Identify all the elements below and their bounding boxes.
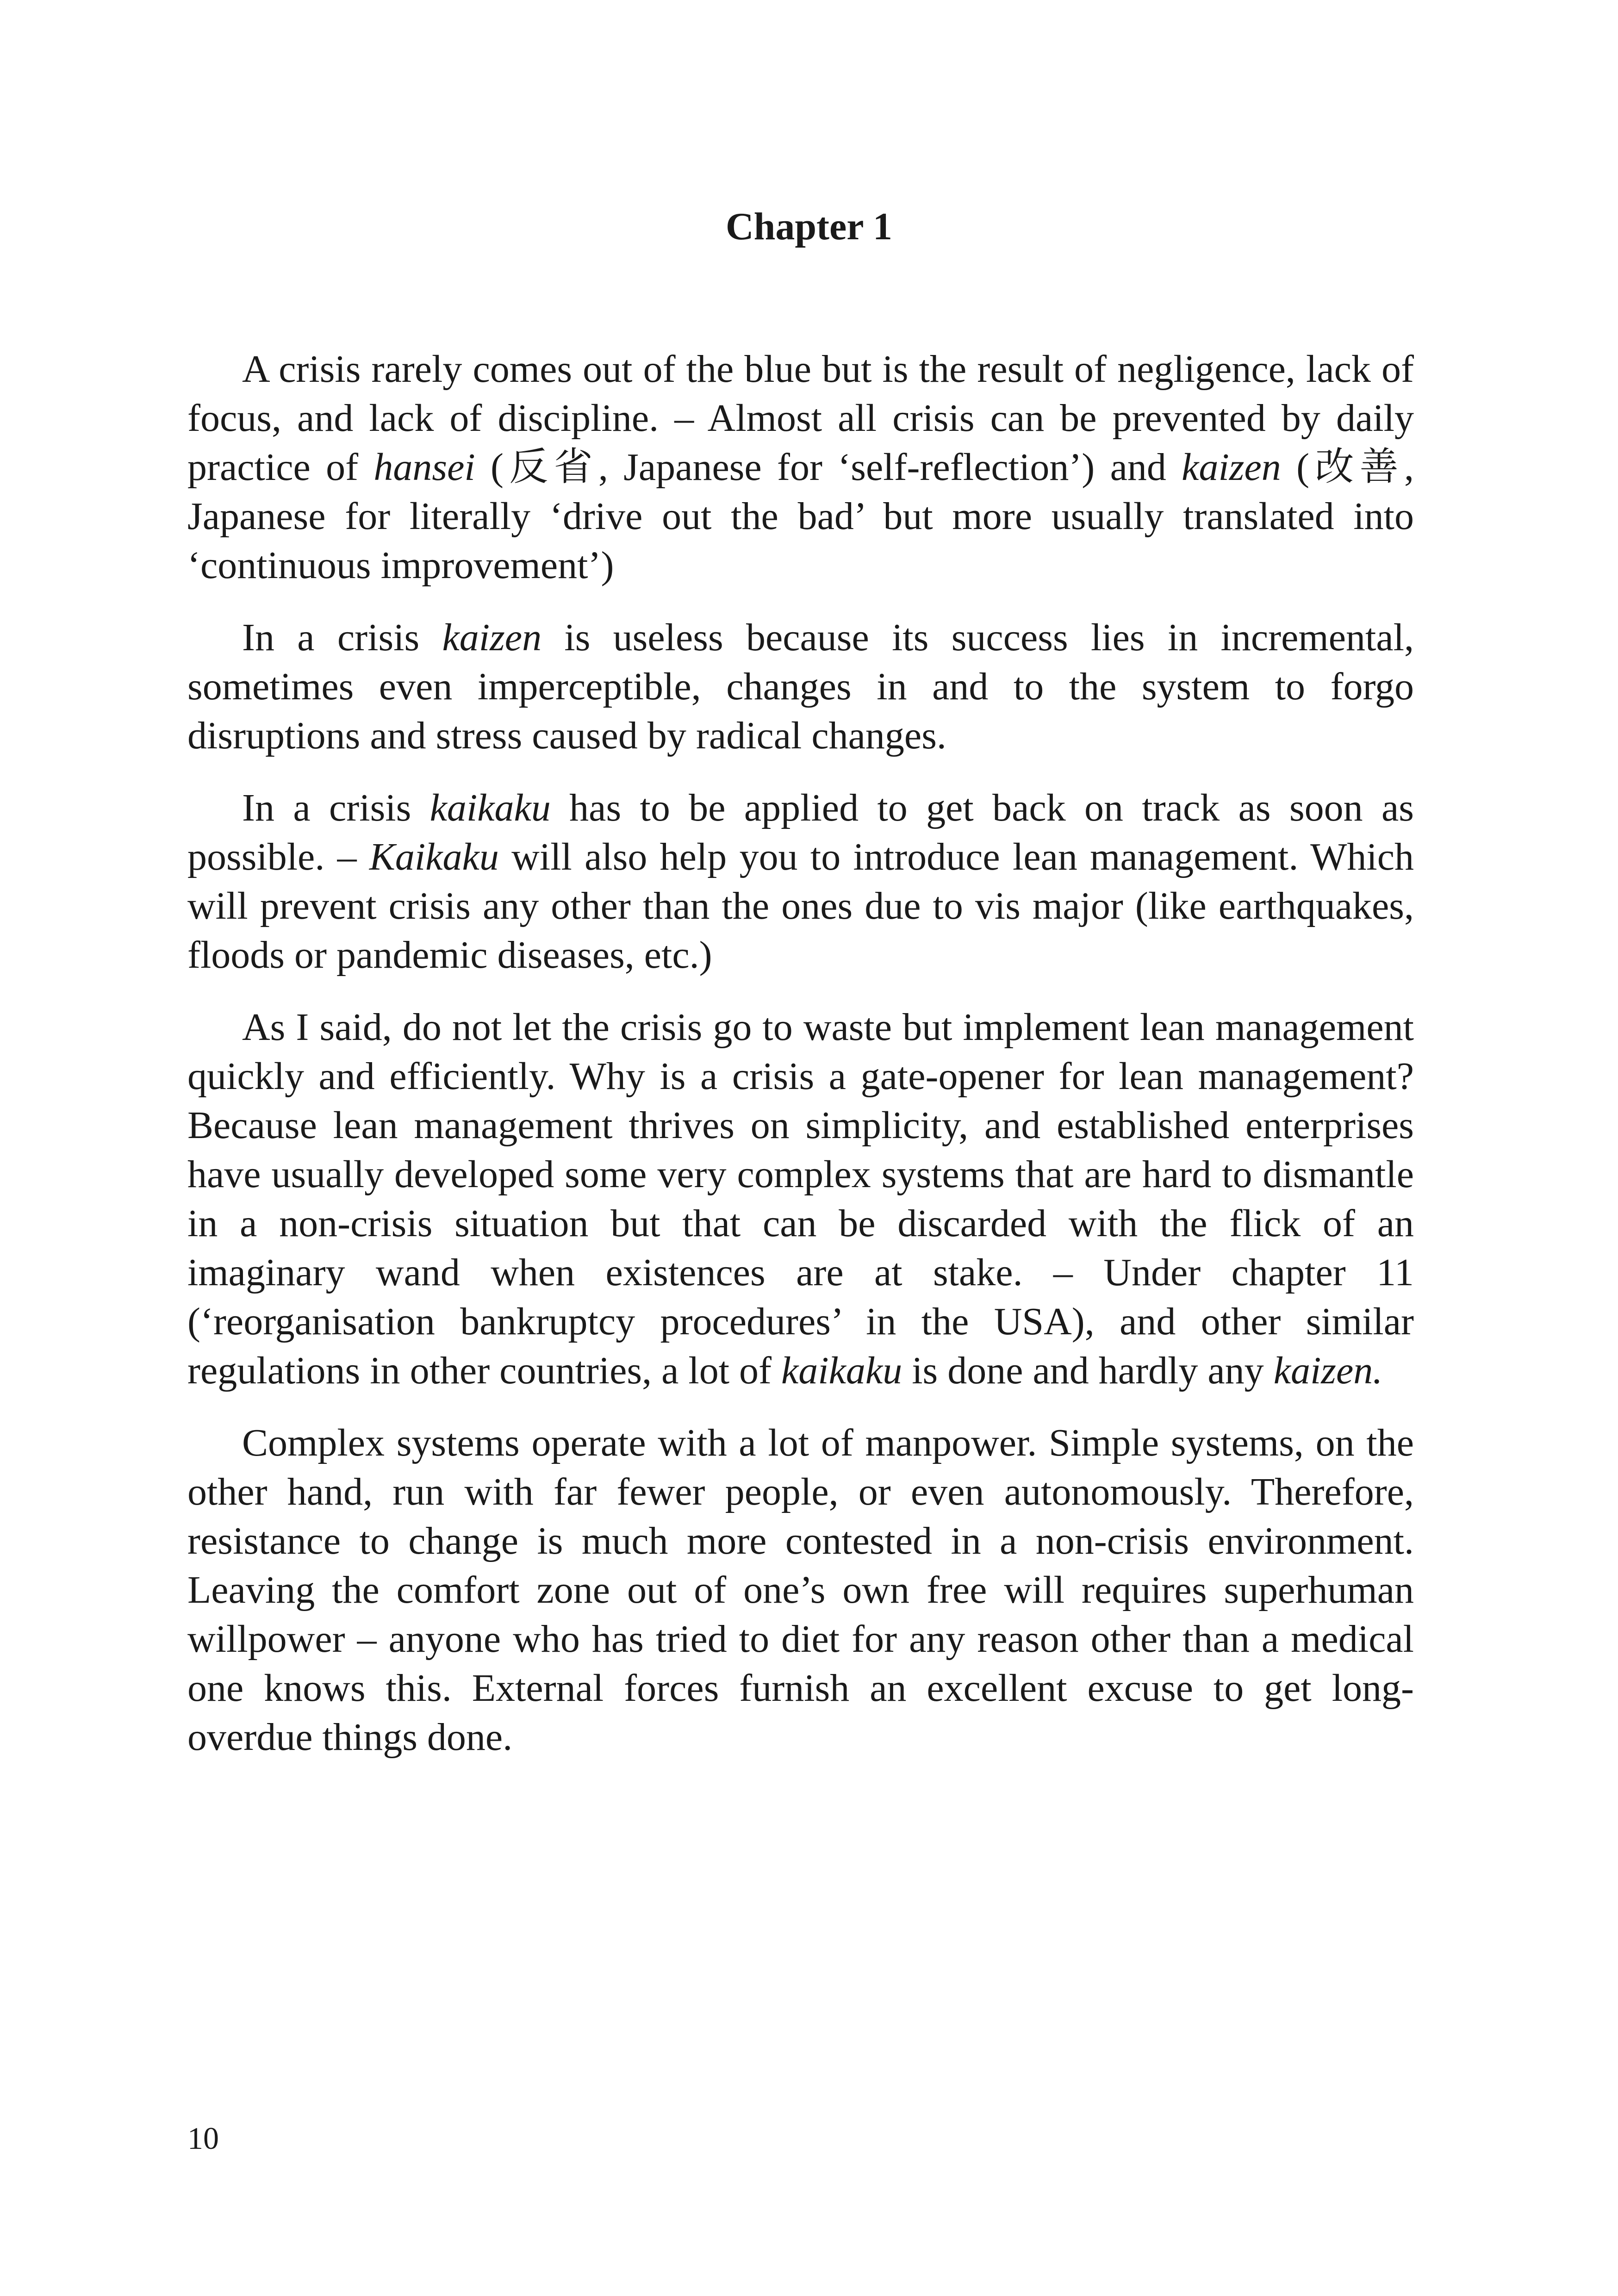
italic-term: kaikaku [429,786,551,829]
page-number: 10 [187,2121,219,2156]
italic-term: kaikaku [781,1349,902,1392]
paragraph-text: is useless because its success lies in incremental, sometimes even imperceptible, changes in and to the system to forgo disruptions and stress caused by radical changes. [187,616,1414,757]
chapter-title: Chapter 1 [725,205,893,248]
paragraph-5 [187,1419,1414,1762]
paragraph-text: As I said, do not let the crisis go to waste but implement lean management quickly and efficiently. Why is a crisis a gate-opener for lean management? Because lean management thrives on simplicity, and established enterprises have usually developed some very complex systems that are hard to dismantle in a non-crisis situation but that can be discarded with the flick of an imaginary wand when existences are at stake. – Under chapter 11 (‘reorganisation bankruptcy procedures’ in the USA), and other similar regulations in other countries, a lot of [187,1006,1414,1392]
paragraph-2 [187,613,1414,760]
paragraph-4 [187,1003,1414,1395]
chapter-body [187,345,1414,1785]
paragraph-text: will also help you to introduce lean management. Which will prevent crisis any other than the ones due to vis major (like earthquakes, floods or pandemic diseases, etc.) [187,835,1414,977]
paragraph-3 [187,784,1414,980]
paragraph-text: has to be applied to get back on track as soon as possible. – [187,786,1414,878]
italic-term: Kaikaku [369,835,499,878]
paragraph-text: (反省, Japanese for ‘self-reflection’) and [475,446,1182,489]
italic-term: kaizen. [1273,1349,1383,1392]
italic-term: kaizen [442,616,542,659]
paragraph-text: Complex systems operate with a lot of manpower. Simple systems, on the other hand, run with far fewer people, or even autonomously. Therefore, resistance to change is much more contested in a non-crisis environment. Leaving the comfort zone out of one’s own free will requires superhuman willpower – anyone who has tried to diet for any reason other than a medical one knows this. External forces furnish an excellent excuse to get long-overdue things done. [187,1421,1414,1759]
italic-term: kaizen [1182,446,1281,489]
italic-term: hansei [373,446,475,489]
paragraph-text: is done and hardly any [902,1349,1274,1392]
paragraph-text: In a crisis [242,616,442,659]
paragraph-text: In a crisis [242,786,430,829]
paragraph-1 [187,345,1414,590]
paragraph-text: A crisis rarely comes out of the blue but is the result of negligence, lack of focus, and lack of discipline. – Almost all crisis can be prevented by daily practice of [187,348,1414,489]
paragraph-text: (改善, Japanese for literally ‘drive out the bad’ but more usually translated into ‘continuous improvement’) [187,446,1414,587]
